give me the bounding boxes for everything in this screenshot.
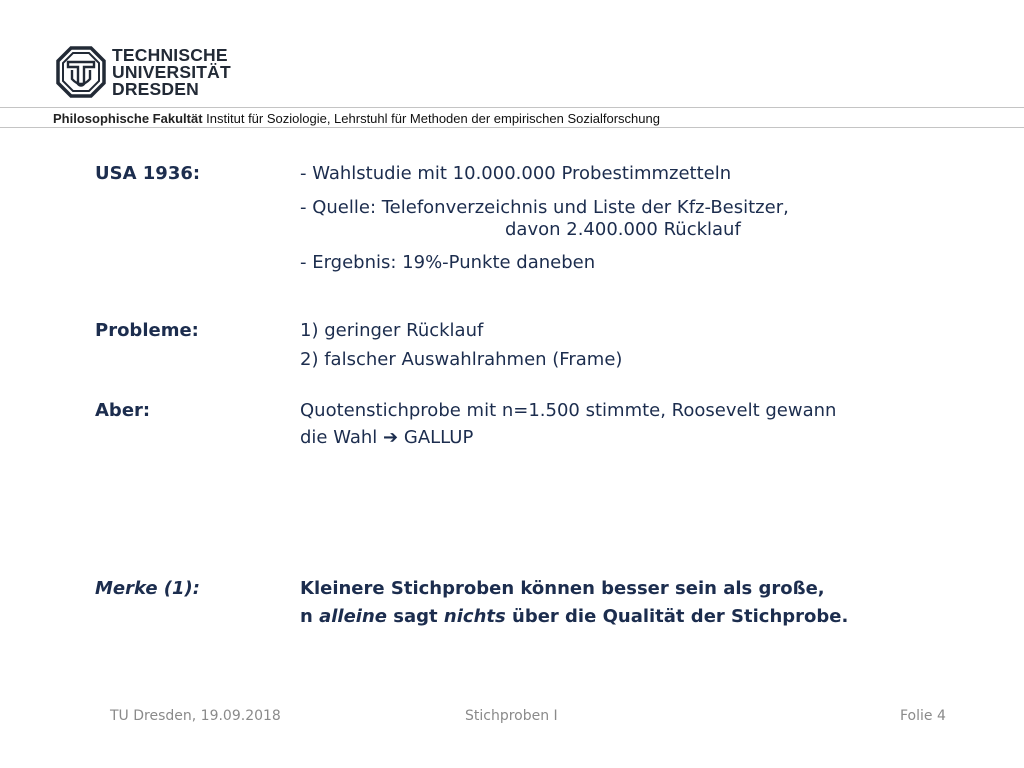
footer-date: TU Dresden, 19.09.2018 — [110, 708, 281, 724]
merke-alleine: alleine — [319, 606, 387, 627]
logo-wordmark — [112, 47, 231, 98]
logo-line-1: TECHNISCHE — [112, 45, 228, 65]
aber-line-2 — [300, 427, 473, 449]
usa-line-3: - Ergebnis: 19%-Punkte daneben — [300, 252, 596, 273]
merke-n: n — [300, 606, 313, 627]
tu-dresden-emblem-icon — [56, 46, 106, 98]
faculty-name: Philosophische Fakultät — [53, 111, 203, 126]
logo-line-3: DRESDEN — [112, 79, 199, 99]
footer-slide-number: Folie 4 — [900, 708, 946, 724]
label-usa-1936: USA 1936: — [95, 163, 201, 184]
aber-line-2-gallup: GALLUP — [403, 427, 474, 448]
aber-line-1: Quotenstichprobe mit n=1.500 stimmte, Roosevelt gewann — [300, 400, 837, 421]
institute-name: Institut für Soziologie, Lehrstuhl für Methoden der empirischen Sozialforschung — [206, 111, 660, 126]
logo-line-2: UNIVERSITÄT — [112, 62, 231, 82]
footer-title: Stichproben I — [465, 708, 558, 724]
label-probleme: Probleme: — [95, 320, 199, 341]
merke-line-1: Kleinere Stichproben können besser sein als große, — [300, 578, 825, 599]
header-divider-top — [0, 107, 1024, 108]
tu-dresden-logo — [56, 46, 231, 98]
probleme-line-1: 1) geringer Rücklauf — [300, 320, 484, 341]
label-merke: Merke (1): — [95, 578, 200, 599]
merke-rest: über die Qualität der Stichprobe. — [512, 606, 849, 627]
probleme-line-2: 2) falscher Auswahlrahmen (Frame) — [300, 349, 623, 370]
aber-line-2-text: die Wahl — [300, 427, 378, 448]
label-aber: Aber: — [95, 400, 151, 421]
header-divider-bottom — [0, 127, 1024, 128]
merke-nichts: nichts — [443, 606, 506, 627]
arrow-right-icon: ➔ — [383, 427, 399, 448]
usa-line-1: - Wahlstudie mit 10.000.000 Probestimmzetteln — [300, 163, 732, 184]
merke-sagt: sagt — [393, 606, 438, 627]
faculty-line — [53, 111, 660, 126]
usa-line-2a: - Quelle: Telefonverzeichnis und Liste der Kfz-Besitzer, — [300, 197, 789, 218]
merke-line-2 — [300, 606, 848, 628]
usa-line-2b: davon 2.400.000 Rücklauf — [505, 219, 741, 240]
